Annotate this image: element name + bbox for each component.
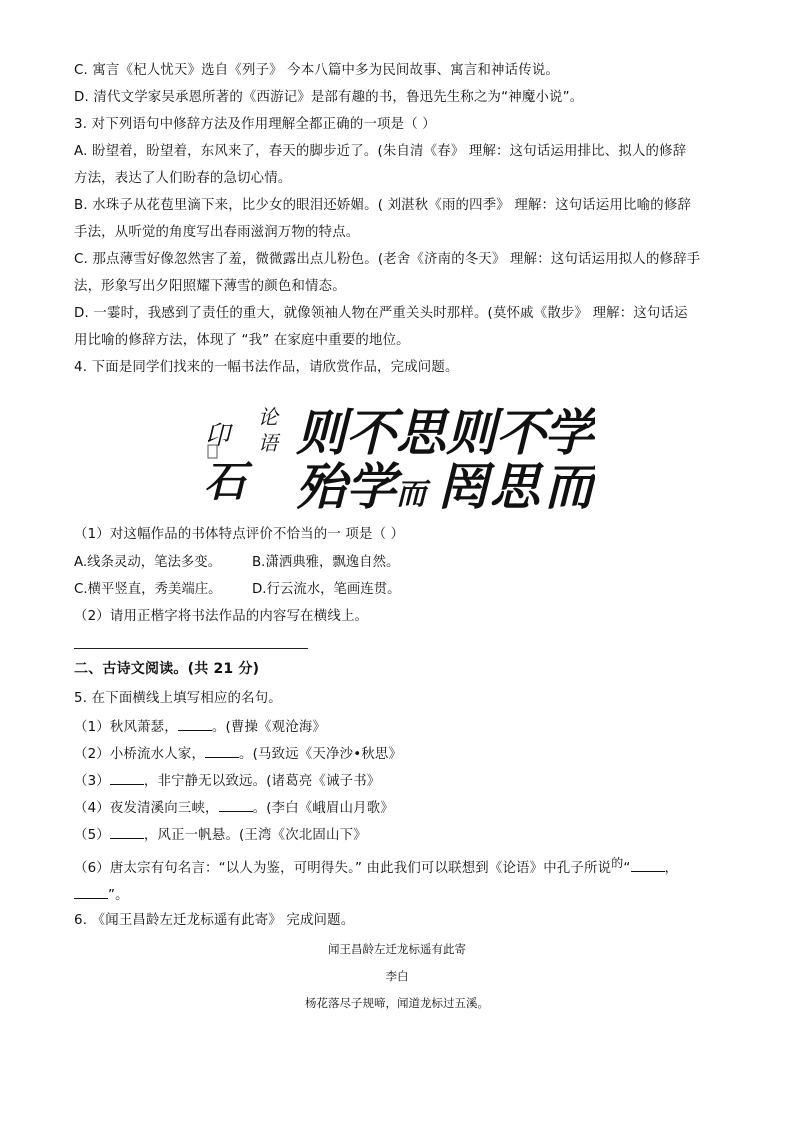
question-4: 4. 下面是同学们找来的一幅书法作品，请欣赏作品，完成问题。	[74, 360, 459, 375]
svg-text:学: 学	[544, 403, 594, 462]
q3-option-d: D. 一霎时，我感到了责任的重大，就像领袖人物在严重关头时那样。(莫怀戚《散步》 理解：这句话运	[74, 306, 688, 321]
fill-blank[interactable]	[178, 717, 212, 731]
calligraphy-signature-char-1: 卬	[204, 421, 231, 451]
q4-choice-d: D.行云流水，笔画连贯。	[252, 582, 401, 597]
q3-option-a: A. 盼望着，盼望着，东风来了，春天的脚步近了。(朱自清《春》 理解：这句话运用排比、拟人的修辞	[74, 144, 687, 159]
calligraphy-side-char-2: 语	[258, 431, 278, 455]
calligraphy-side-char-1: 论	[258, 405, 278, 429]
calligraphy-row-1	[296, 403, 595, 462]
svg-text:罔: 罔	[438, 457, 488, 515]
q3-option-a-cont: 方法，表达了人们盼春的急切心情。	[74, 171, 292, 186]
q4-choice-b: B.潇洒典雅，飘逸自然。	[252, 555, 400, 570]
fill-blank[interactable]	[205, 744, 239, 758]
fill-blank[interactable]	[219, 798, 253, 812]
answer-underline	[74, 648, 308, 649]
q4-sub-2: （2）请用正楷字将书法作品的内容写在横线上。	[74, 609, 369, 624]
svg-text:则: 则	[446, 403, 496, 462]
calligraphy-artwork	[200, 390, 595, 515]
q3-option-b: B. 水珠子从花苞里滴下来，比少女的眼泪还娇媚。( 刘湛秋《雨的四季》 理解：这句话运用比喻的修辞	[74, 198, 692, 213]
svg-text:学: 学	[346, 457, 396, 515]
option-c-text: C. 寓言《杞人忧天》选自《列子》 今本八篇中多为民间故事、寓言和神话传说。	[74, 63, 559, 78]
poem-title: 闻王昌龄左迁龙标遥有此寄	[328, 942, 466, 956]
q3-option-b-cont: 手法，从听觉的角度写出春雨滋润万物的特点。	[74, 225, 360, 240]
svg-text:思: 思	[396, 403, 446, 462]
option-d-text: D. 清代文学家吴承恩所著的《西游记》是部有趣的书，鲁迅先生称之为“神魔小说”。	[74, 90, 584, 105]
question-3: 3. 对下列语句中修辞方法及作用理解全都正确的一项是（ ）	[74, 117, 436, 132]
q5-item-4: （4）夜发清溪向三峡， 。(李白《峨眉山月歌》	[74, 798, 394, 818]
poem-author: 李白	[385, 969, 409, 983]
question-5: 5. 在下面横线上填写相应的名句。	[74, 691, 282, 706]
q3-option-c-cont: 法，形象写出夕阳照耀下薄雪的颜色和情态。	[74, 279, 346, 294]
section-heading: 二、古诗文阅读。(共 21 分)	[74, 661, 260, 677]
svg-text:则: 则	[296, 403, 346, 462]
q3-option-d-cont: 用比喻的修辞方法，体现了 “我” 在家庭中重要的地位。	[74, 333, 410, 348]
fill-blank[interactable]	[631, 858, 665, 872]
q5-item-1: （1）秋风萧瑟， 。(曹操《观沧海》	[74, 717, 326, 737]
svg-text:而: 而	[396, 477, 426, 512]
q4-choice-c: C.横平竖直，秀美端庄。	[74, 582, 222, 597]
svg-text:思: 思	[490, 457, 540, 515]
calligraphy-signature-char-2: 石	[204, 457, 247, 506]
fill-blank[interactable]	[110, 771, 144, 785]
q5-item-6-cont: ”。	[74, 885, 129, 905]
q4-sub-1: （1）对这幅作品的书体特点评价不恰当的一 项是（ ）	[74, 527, 405, 542]
q4-choice-a: A.线条灵动，笔法多变。	[74, 555, 222, 570]
svg-text:而: 而	[544, 457, 594, 515]
calligraphy-row-2	[296, 457, 595, 515]
poem-line-1: 杨花落尽子规啼，闻道龙标过五溪。	[305, 996, 489, 1010]
fill-blank[interactable]	[110, 825, 144, 839]
q5-item-6: （6）唐太宗有句名言：“以人为鉴，可明得失。” 由此我们可以联想到《论语》中孔子所说的“ ，	[74, 856, 679, 876]
svg-text:不: 不	[496, 403, 546, 462]
svg-text:不: 不	[346, 403, 396, 462]
q5-item-2: （2）小桥流水人家， 。(马致远《天净沙•秋思》	[74, 744, 402, 764]
fill-blank[interactable]	[74, 885, 108, 899]
q3-option-c: C. 那点薄雪好像忽然害了羞，微微露出点儿粉色。(老舍《济南的冬天》 理解：这句话运用拟人的修辞手	[74, 252, 701, 267]
q5-item-5: （5） ，风正一帆悬。(王湾《次北固山下》	[74, 825, 367, 845]
q5-item-3: （3） ，非宁静无以致远。(诸葛亮《诫子书》	[74, 771, 380, 791]
svg-text:殆: 殆	[296, 457, 346, 515]
question-6: 6. 《闻王昌龄左迁龙标遥有此寄》 完成问题。	[74, 913, 355, 928]
